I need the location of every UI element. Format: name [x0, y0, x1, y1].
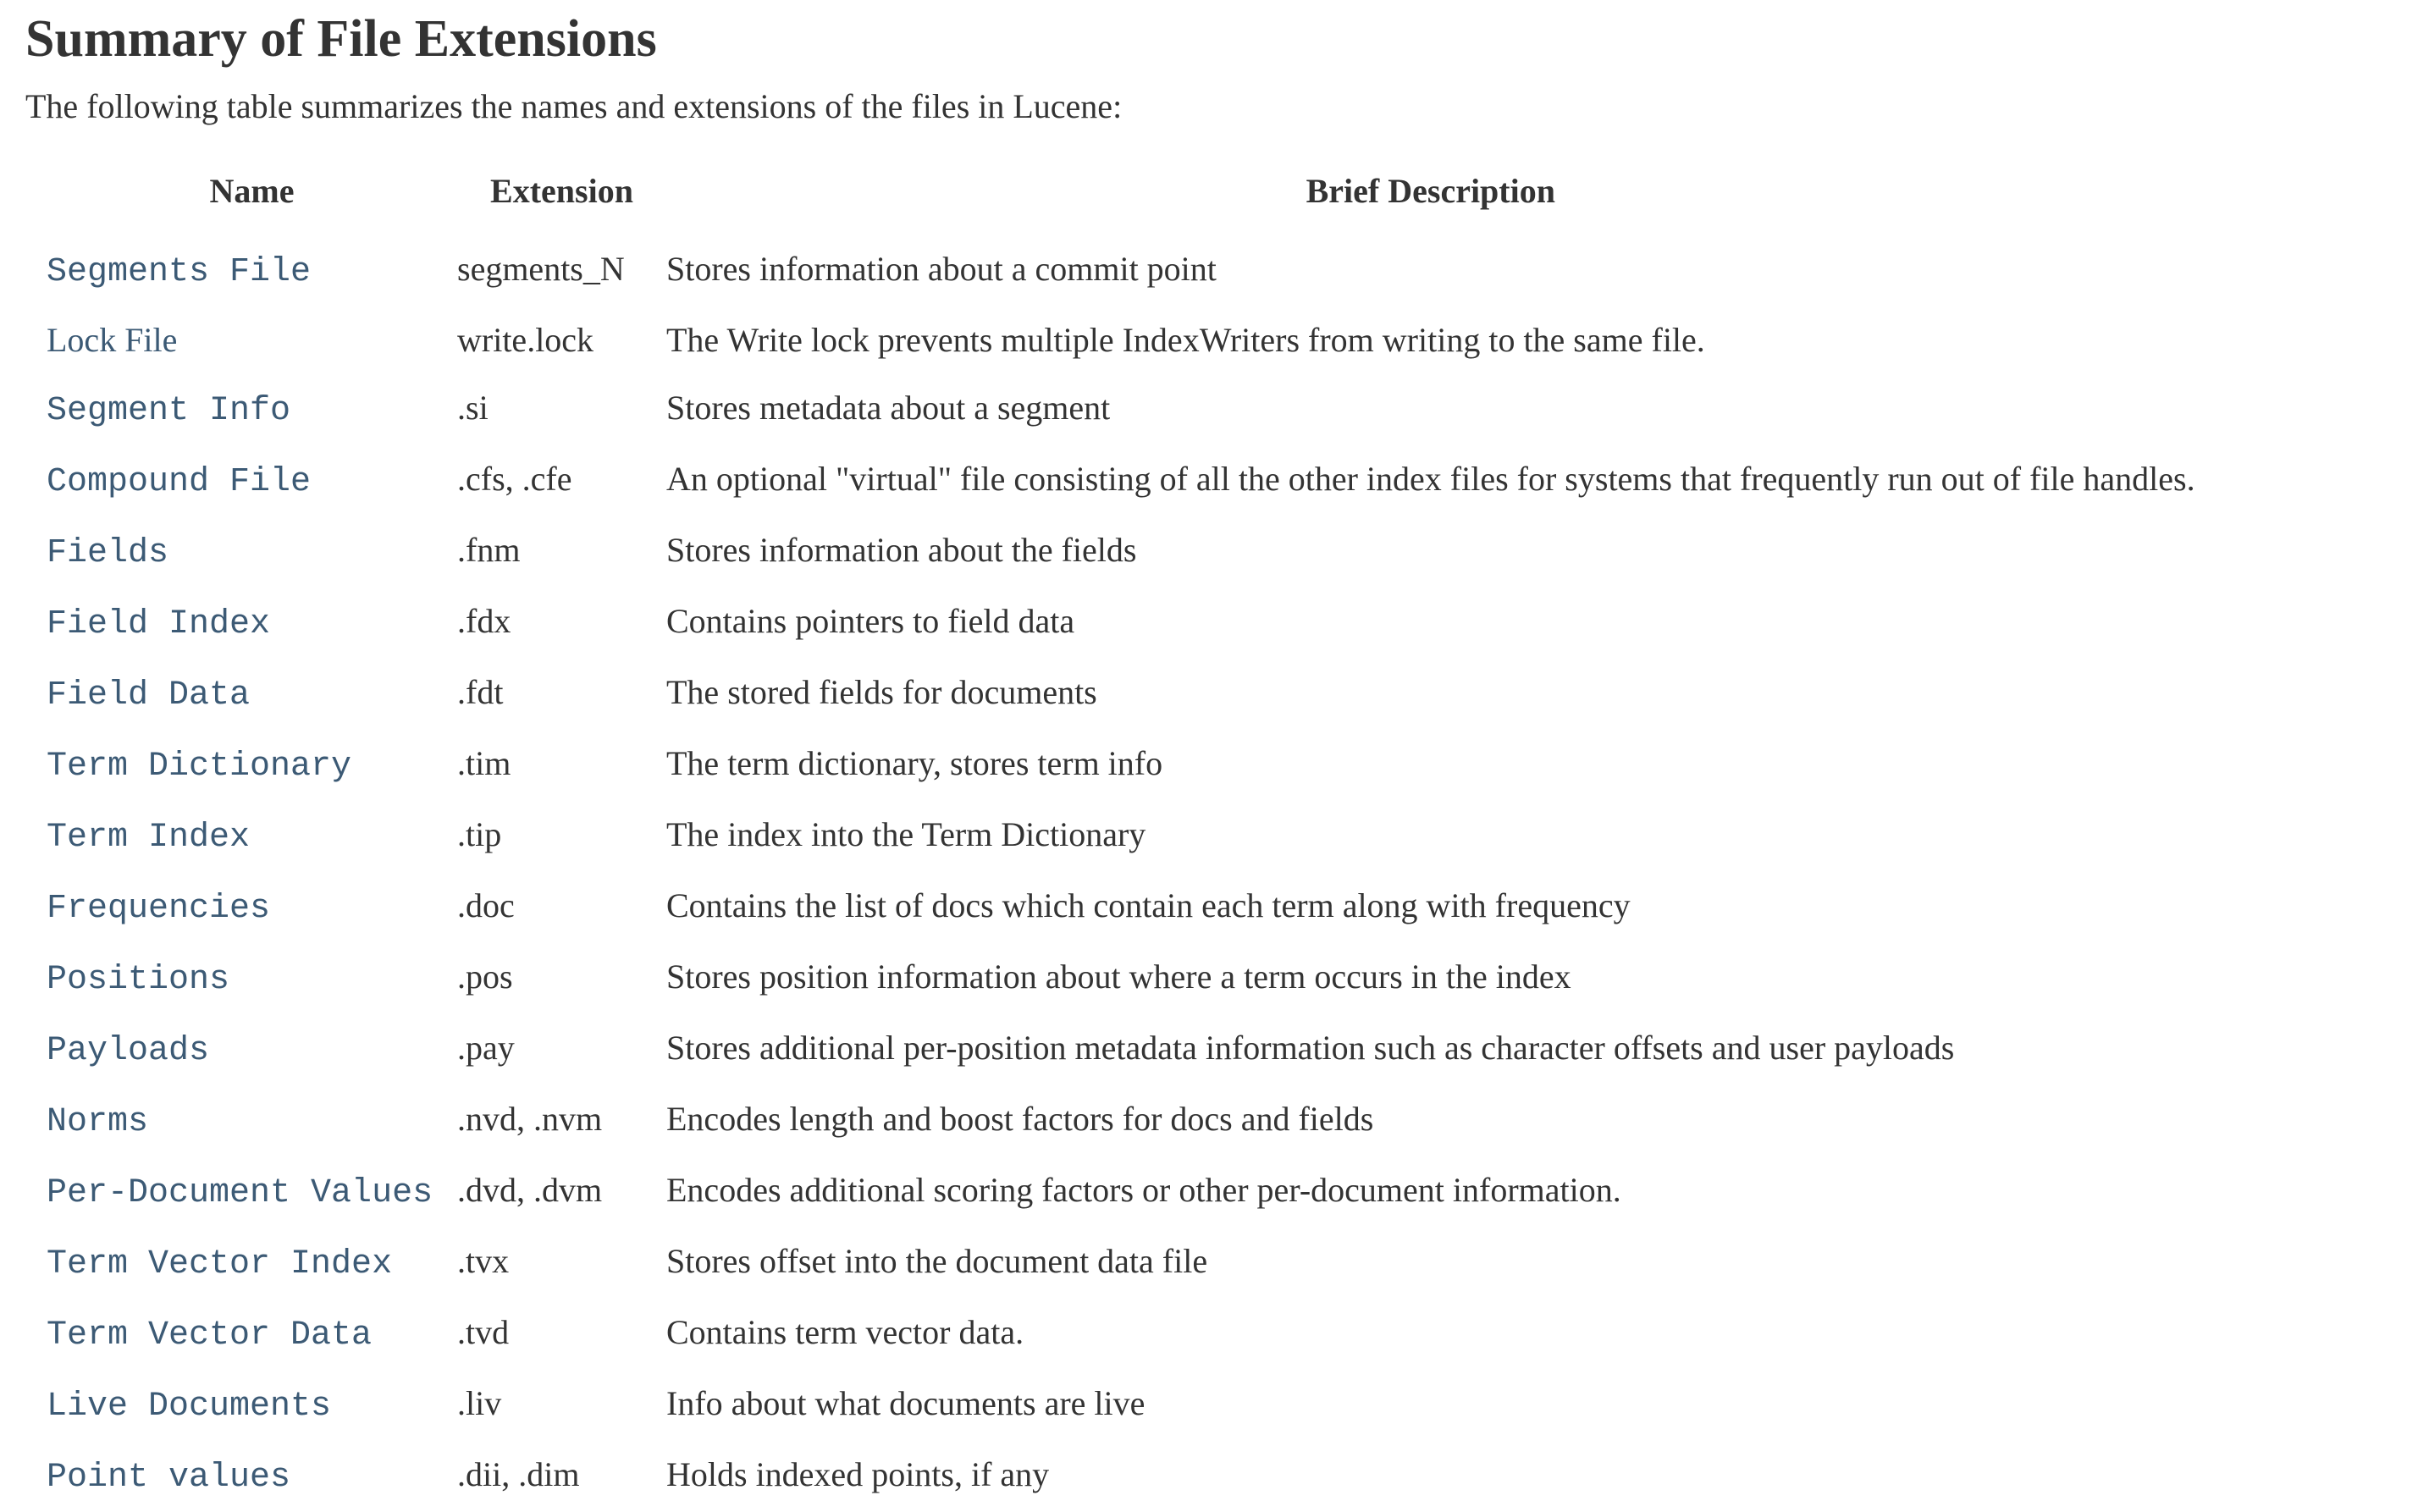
file-extensions-table	[25, 171, 2195, 1512]
column-header-name: Name	[209, 171, 295, 210]
file-name-link[interactable]: Term Vector Data	[47, 1316, 373, 1355]
file-description-cell: Info about what documents are live	[666, 1383, 1146, 1422]
page-title: Summary of File Extensions	[25, 10, 657, 68]
file-name-cell	[25, 1014, 457, 1085]
file-extension-cell: write.lock	[457, 320, 594, 359]
table-row	[25, 235, 2195, 306]
table-row	[25, 1299, 2195, 1370]
file-extension-cell: .dvd, .dvm	[457, 1170, 603, 1209]
file-name-cell	[25, 306, 457, 374]
table-row	[25, 730, 2195, 801]
table-row	[25, 872, 2195, 943]
file-name-link[interactable]: Payloads	[47, 1031, 210, 1070]
file-name-link[interactable]: Per-Document Values	[47, 1173, 433, 1212]
file-extension-cell: segments_N	[457, 249, 625, 288]
file-name-link[interactable]: Segments File	[47, 252, 312, 291]
file-description-cell: Stores offset into the document data file	[666, 1241, 1208, 1280]
file-name-cell	[25, 588, 457, 659]
file-extension-cell: .fnm	[457, 530, 521, 569]
file-description-cell: Holds indexed points, if any	[666, 1454, 1050, 1493]
table-row	[25, 1014, 2195, 1085]
file-extension-cell: .nvd, .nvm	[457, 1099, 603, 1138]
file-name-cell	[25, 943, 457, 1014]
file-name-cell	[25, 1441, 457, 1512]
file-name-cell	[25, 445, 457, 516]
file-name-link[interactable]: Field Data	[47, 676, 251, 715]
table-row	[25, 1156, 2195, 1228]
file-description-cell: Stores additional per-position metadata information such as character offsets and user payloads	[666, 1028, 1955, 1067]
file-name-cell	[25, 1370, 457, 1441]
table-row	[25, 659, 2195, 730]
file-description-cell: Stores information about the fields	[666, 530, 1137, 569]
file-extension-cell: .liv	[457, 1383, 502, 1422]
file-name-cell	[25, 374, 457, 445]
file-name-link[interactable]: Compound File	[47, 462, 312, 501]
table-row	[25, 1228, 2195, 1299]
file-name-cell	[25, 801, 457, 872]
file-name-cell	[25, 872, 457, 943]
file-extension-cell: .si	[457, 388, 489, 427]
table-header-row	[25, 171, 2195, 235]
file-description-cell: Encodes additional scoring factors or other per-document information.	[666, 1170, 1621, 1209]
file-name-link[interactable]: Live Documents	[47, 1387, 332, 1426]
file-name-cell	[25, 730, 457, 801]
file-name-link[interactable]: Segment Info	[47, 391, 291, 430]
table-row	[25, 801, 2195, 872]
file-name-link[interactable]: Field Index	[47, 604, 271, 643]
file-extension-cell: .tip	[457, 814, 502, 853]
file-description-cell: Stores position information about where a term occurs in the index	[666, 957, 1571, 996]
file-name-link[interactable]: Term Dictionary	[47, 747, 352, 786]
file-description-cell: The stored fields for documents	[666, 672, 1097, 711]
file-name-link[interactable]: Term Vector Index	[47, 1244, 393, 1283]
file-extension-cell: .tvd	[457, 1312, 510, 1351]
file-name-link[interactable]: Lock File	[47, 320, 178, 359]
file-extension-cell: .fdx	[457, 601, 511, 640]
file-name-cell	[25, 235, 457, 306]
file-extension-cell: .tvx	[457, 1241, 510, 1280]
file-name-cell	[25, 1228, 457, 1299]
file-name-cell	[25, 1085, 457, 1156]
file-name-cell	[25, 1156, 457, 1228]
table-row	[25, 374, 2195, 445]
column-header-description: Brief Description	[1306, 171, 1555, 210]
file-description-cell: The Write lock prevents multiple IndexWriters from writing to the same file.	[666, 320, 1705, 359]
file-name-cell	[25, 516, 457, 588]
file-extension-cell: .cfs, .cfe	[457, 459, 572, 498]
file-extension-cell: .dii, .dim	[457, 1454, 580, 1493]
table-row	[25, 1370, 2195, 1441]
table-row	[25, 943, 2195, 1014]
file-name-link[interactable]: Positions	[47, 960, 230, 999]
file-name-link[interactable]: Point values	[47, 1458, 291, 1497]
file-name-link[interactable]: Fields	[47, 533, 169, 572]
file-extension-cell: .tim	[457, 743, 511, 782]
table-row	[25, 1085, 2195, 1156]
table-body	[25, 235, 2195, 1512]
table-row	[25, 445, 2195, 516]
file-extension-cell: .doc	[457, 886, 515, 924]
file-extension-cell: .fdt	[457, 672, 504, 711]
file-description-cell: Stores information about a commit point	[666, 249, 1217, 288]
table-row	[25, 306, 2195, 374]
file-name-link[interactable]: Frequencies	[47, 889, 271, 928]
file-description-cell: The term dictionary, stores term info	[666, 743, 1163, 782]
file-name-cell	[25, 659, 457, 730]
file-description-cell: Contains term vector data.	[666, 1312, 1024, 1351]
file-extension-cell: .pay	[457, 1028, 515, 1067]
file-description-cell: Contains pointers to field data	[666, 601, 1075, 640]
file-name-cell	[25, 1299, 457, 1370]
table-row	[25, 1441, 2195, 1512]
intro-text: The following table summarizes the names and extensions of the files in Lucene:	[25, 86, 1123, 125]
file-name-link[interactable]: Norms	[47, 1102, 149, 1141]
file-description-cell: The index into the Term Dictionary	[666, 814, 1146, 853]
file-description-cell: Contains the list of docs which contain each term along with frequency	[666, 886, 1631, 924]
file-name-link[interactable]: Term Index	[47, 818, 251, 857]
file-description-cell: Encodes length and boost factors for docs and fields	[666, 1099, 1374, 1138]
column-header-extension: Extension	[490, 171, 633, 210]
file-extension-cell: .pos	[457, 957, 513, 996]
file-description-cell: An optional "virtual" file consisting of all the other index files for systems that frequently run out of file handles.	[666, 459, 2195, 498]
file-description-cell: Stores metadata about a segment	[666, 388, 1111, 427]
table-row	[25, 516, 2195, 588]
table-row	[25, 588, 2195, 659]
